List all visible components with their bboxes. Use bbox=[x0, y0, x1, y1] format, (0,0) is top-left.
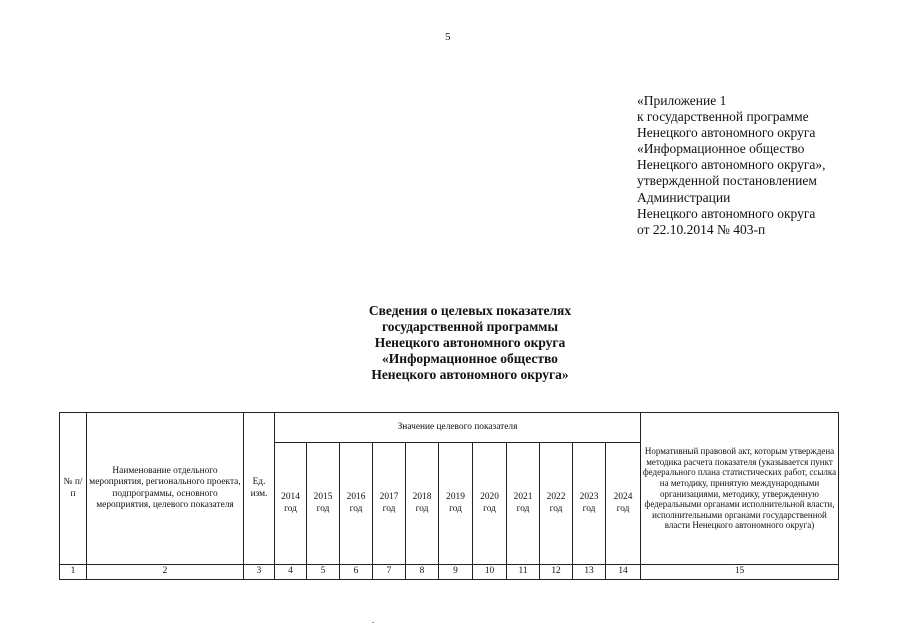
column-number-cell: 6 bbox=[340, 565, 373, 580]
header-name: Наименование отдельного мероприятия, регионального проекта, подпрограммы, основного мероприятия, целевого показателя bbox=[87, 413, 244, 565]
appendix-line: Ненецкого автономного округа bbox=[637, 125, 816, 141]
title-line: «Информационное общество bbox=[382, 351, 558, 367]
header-year: 2020 год bbox=[473, 443, 507, 565]
column-number-cell: 13 bbox=[573, 565, 606, 580]
header-year: 2021 год bbox=[507, 443, 540, 565]
targets-table bbox=[59, 412, 839, 580]
scan-speck bbox=[372, 622, 374, 623]
header-year: 2015 год bbox=[307, 443, 340, 565]
title-line: государственной программы bbox=[381, 319, 559, 335]
appendix-line: от 22.10.2014 № 403-п bbox=[637, 221, 766, 237]
appendix-line: Администрации bbox=[637, 189, 731, 205]
column-number-cell: 8 bbox=[406, 565, 439, 580]
header-year: 2022 год bbox=[540, 443, 573, 565]
column-number-cell: 11 bbox=[507, 565, 540, 580]
column-number-cell: 12 bbox=[540, 565, 573, 580]
header-unit: Ед. изм. bbox=[244, 413, 275, 565]
header-year: 2024 год bbox=[606, 443, 641, 565]
column-number-cell: 15 bbox=[641, 565, 839, 580]
appendix-line: «Информационное общество bbox=[637, 141, 805, 157]
column-number-cell: 9 bbox=[439, 565, 473, 580]
title-line: Сведения о целевых показателях bbox=[368, 303, 572, 318]
header-number: № п/п bbox=[60, 413, 87, 565]
header-normative-act: Нормативный правовой акт, которым утверждена методика расчета показателя (указывается пункт федерального плана статистических работ, ссылка на методику, принятую международными организациями, методику, утвержденную федеральными органами исполнительной власти, исполнительными органами государственной власти Ненецкого автономного округа) bbox=[641, 413, 839, 565]
document-title bbox=[320, 303, 620, 383]
appendix-line: утвержденной постановлением bbox=[637, 173, 817, 189]
appendix-line: Ненецкого автономного округа bbox=[637, 205, 816, 221]
column-number-cell: 4 bbox=[275, 565, 307, 580]
column-number-cell: 1 bbox=[60, 565, 87, 580]
column-number-cell: 5 bbox=[307, 565, 340, 580]
appendix-line: «Приложение 1 bbox=[637, 93, 727, 108]
appendix-line: Ненецкого автономного округа», bbox=[637, 157, 826, 173]
header-year: 2019 год bbox=[439, 443, 473, 565]
header-year: 2016 год bbox=[340, 443, 373, 565]
header-target-value: Значение целевого показателя bbox=[275, 413, 641, 443]
appendix-reference bbox=[637, 93, 825, 238]
column-number-cell: 10 bbox=[473, 565, 507, 580]
appendix-line: к государственной программе bbox=[637, 109, 809, 125]
title-line: Ненецкого автономного округа bbox=[374, 335, 566, 351]
header-year: 2018 год bbox=[406, 443, 439, 565]
title-line: Ненецкого автономного округа» bbox=[371, 367, 569, 383]
header-year: 2014 год bbox=[275, 443, 307, 565]
column-number-cell: 2 bbox=[87, 565, 244, 580]
header-year: 2017 год bbox=[373, 443, 406, 565]
column-number-cell: 7 bbox=[373, 565, 406, 580]
column-number-cell: 3 bbox=[244, 565, 275, 580]
header-year: 2023 год bbox=[573, 443, 606, 565]
page-number: 5 bbox=[445, 31, 451, 43]
column-number-cell: 14 bbox=[606, 565, 641, 580]
